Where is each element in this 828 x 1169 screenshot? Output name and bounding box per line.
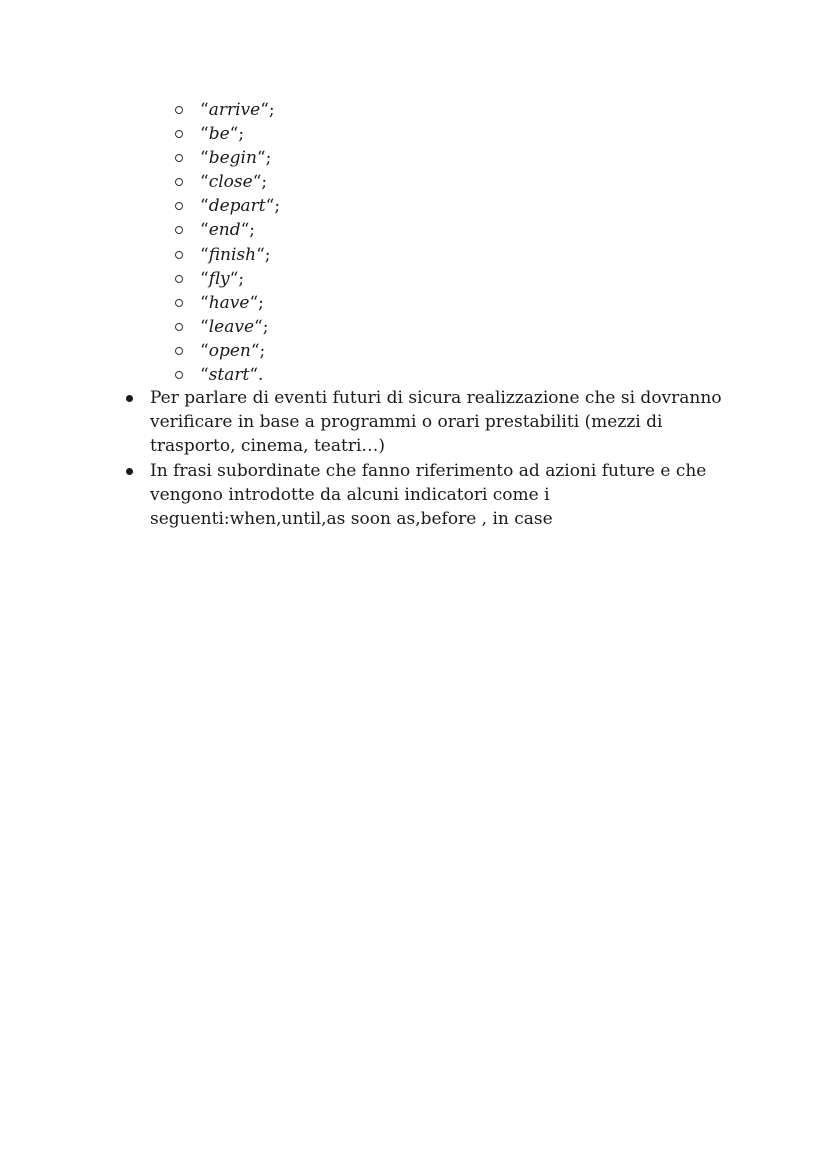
verb-close-quote: “. xyxy=(249,365,264,386)
verb-open-quote: “ xyxy=(200,316,209,337)
filled-bullet-icon xyxy=(126,395,133,402)
verb-word: close xyxy=(208,172,253,193)
verb-open-quote: “ xyxy=(200,340,209,361)
usage-item xyxy=(0,386,730,459)
hollow-bullet-icon xyxy=(175,178,183,186)
verb-close-quote: “; xyxy=(249,292,264,313)
verb-open-quote: “ xyxy=(200,244,209,265)
hollow-bullet-icon xyxy=(175,130,183,138)
hollow-bullet-icon xyxy=(175,275,183,283)
verb-close-quote: “; xyxy=(254,316,269,337)
usage-item xyxy=(0,459,730,532)
verb-word: begin xyxy=(208,148,257,169)
hollow-bullet-icon xyxy=(175,251,183,259)
verb-close-quote: “; xyxy=(250,340,266,361)
verb-word: open xyxy=(208,340,251,361)
verb-word: leave xyxy=(208,316,255,337)
verb-close-quote: “; xyxy=(256,244,271,265)
verb-close-quote: “; xyxy=(265,196,281,217)
verb-word: end xyxy=(208,220,241,241)
hollow-bullet-icon xyxy=(175,347,183,355)
verb-open-quote: “ xyxy=(200,365,209,386)
usage-text: Per parlare di eventi futuri di sicura realizzazione che si dovranno verificare in base a programmi o orari prestabiliti (mezzi di trasporto, cinema, teatri…) xyxy=(150,388,722,457)
verb-word: have xyxy=(208,292,250,313)
usage-text: In frasi subordinate che fanno riferimento ad azioni future e che vengono introdotte da alcuni indicatori come i seguenti:when,until,as soon as,before , in case xyxy=(150,460,707,530)
hollow-bullet-icon xyxy=(175,154,183,162)
verb-word: be xyxy=(208,124,230,145)
verb-open-quote: “ xyxy=(200,268,209,289)
hollow-bullet-icon xyxy=(175,226,183,234)
filled-bullet-icon xyxy=(126,468,133,475)
verb-close-quote: “; xyxy=(240,220,256,241)
verb-open-quote: “ xyxy=(200,292,209,313)
hollow-bullet-icon xyxy=(175,106,183,114)
verb-close-quote: “; xyxy=(252,172,268,193)
verb-close-quote: “; xyxy=(229,268,245,289)
verb-open-quote: “ xyxy=(200,148,209,169)
verb-word: fly xyxy=(208,268,230,289)
hollow-bullet-icon xyxy=(175,299,183,307)
verb-word: finish xyxy=(208,244,257,265)
hollow-bullet-icon xyxy=(175,202,183,210)
verb-word: depart xyxy=(208,196,266,217)
hollow-bullet-icon xyxy=(175,371,183,379)
verb-open-quote: “ xyxy=(200,196,209,217)
usage-list xyxy=(0,386,828,531)
verb-close-quote: “; xyxy=(229,124,245,145)
verb-word: start xyxy=(208,365,250,386)
verb-open-quote: “ xyxy=(200,220,209,241)
verb-open-quote: “ xyxy=(200,124,209,145)
hollow-bullet-icon xyxy=(175,323,183,331)
verb-close-quote: “; xyxy=(260,100,275,120)
verb-word: arrive xyxy=(208,100,261,120)
verb-close-quote: “; xyxy=(256,148,272,169)
verb-open-quote: “ xyxy=(200,172,209,193)
verb-open-quote: “ xyxy=(200,100,209,120)
